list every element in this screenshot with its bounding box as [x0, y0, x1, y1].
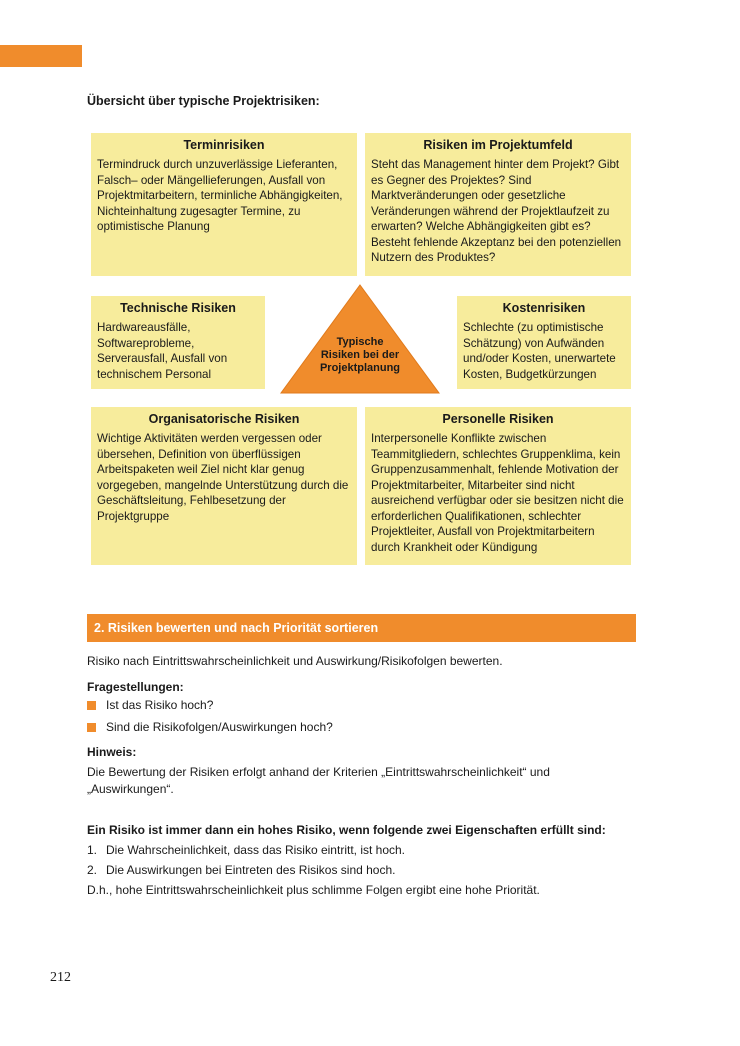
bullet-icon: [87, 723, 96, 732]
chapter-tab-marker: [0, 45, 82, 67]
rule-number-1: 1.: [87, 843, 98, 857]
box-kostenrisiken: [457, 296, 631, 389]
box-personelle-risiken: [365, 407, 631, 565]
rule-heading: Ein Risiko ist immer dann ein hohes Risiko, wenn folgende zwei Eigenschaften erfüllt sind:: [87, 823, 606, 837]
fragen-item-1: Ist das Risiko hoch?: [106, 698, 214, 712]
box-body: Termindruck durch unzuverlässige Lieferanten, Falsch– oder Mängellieferungen, Ausfall von Projektmitarbeitern, terminliche Abhängigkeiten, Nichteinhaltung zugesagter Termine, zu optimistische Planung: [97, 158, 343, 233]
hinweis-text: Die Bewertung der Risiken erfolgt anhand der Kriterien „Eintrittswahrscheinlichkeit“ und „Auswirkungen“.: [87, 765, 550, 796]
rule-number-2: 2.: [87, 863, 98, 877]
conclusion-text: D.h., hohe Eintrittswahrscheinlichkeit plus schlimme Folgen ergibt eine hohe Priorität.: [87, 883, 540, 897]
page-heading: Übersicht über typische Projektrisiken:: [87, 94, 320, 108]
fragen-label: Fragestellungen:: [87, 680, 184, 694]
box-title: Technische Risiken: [120, 301, 236, 315]
box-title: Terminrisiken: [183, 138, 265, 152]
rule-text-1: Die Wahrscheinlichkeit, dass das Risiko eintritt, ist hoch.: [106, 843, 406, 857]
fragen-item-2: Sind die Risikofolgen/Auswirkungen hoch?: [106, 720, 333, 734]
box-title: Organisatorische Risiken: [148, 412, 300, 426]
bullet-icon: [87, 701, 96, 710]
box-title: Risiken im Projektumfeld: [423, 138, 573, 152]
triangle-line-1: Typische: [336, 336, 384, 348]
rule-text-2: Die Auswirkungen bei Eintreten des Risikos sind hoch.: [106, 863, 396, 877]
hinweis-label: Hinweis:: [87, 745, 137, 759]
box-title: Kostenrisiken: [502, 301, 586, 315]
section-intro: Risiko nach Eintrittswahrscheinlichkeit und Auswirkung/Risikofolgen bewerten.: [87, 654, 503, 668]
box-body: Schlechte (zu optimistische Schätzung) von Aufwänden und/oder Kosten, unerwartete Kosten, Budgetkürzungen: [463, 321, 616, 381]
triangle-label: [309, 336, 411, 375]
page-number: 212: [50, 970, 71, 985]
section-heading-band: 2. Risiken bewerten und nach Priorität sortieren: [87, 614, 636, 642]
triangle-line-2: Risiken bei der: [320, 349, 400, 361]
box-projektumfeld: [365, 133, 631, 276]
box-organisatorische-risiken: [91, 407, 357, 565]
box-terminrisiken: [91, 133, 357, 276]
box-body: Wichtige Aktivitäten werden vergessen oder übersehen, Definition von überflüssigen Arbeitspaketen weil Ziel nicht klar genug vorgegeben, mangelnde Unterstützung durch die Geschäftsleitung, Fehlbesetzung der Projektgruppe: [97, 432, 349, 523]
box-body: Hardwareausfälle, Softwareprobleme, Serverausfall, Ausfall von technischem Personal: [97, 321, 228, 381]
box-body: Interpersonelle Konflikte zwischen Teammitgliedern, schlechtes Gruppenklima, kein Gruppenzusammenhalt, fehlende Motivation der Projektmitarbeiter, Mitarbeiter sind nicht ausreichend verfügbar oder sie besitzen nicht die erforderlichen Qualifikationen, schlechter Projektleiter, Ausfall von Projektmitarbeitern durch Krankheit oder Kündigung: [371, 432, 624, 554]
triangle-line-3: Projektplanung: [319, 362, 401, 374]
box-technische-risiken: [91, 296, 265, 389]
box-body: Steht das Management hinter dem Projekt? Gibt es Gegner des Projektes? Sind Marktveränderungen oder gesetzliche Veränderungen während der Projektlaufzeit zu erwarten? Welche Abhängigkeiten gibt es? Besteht fehlende Akzeptanz bei den potenziellen Nutzern des Produktes?: [371, 158, 622, 264]
box-title: Personelle Risiken: [442, 412, 554, 426]
